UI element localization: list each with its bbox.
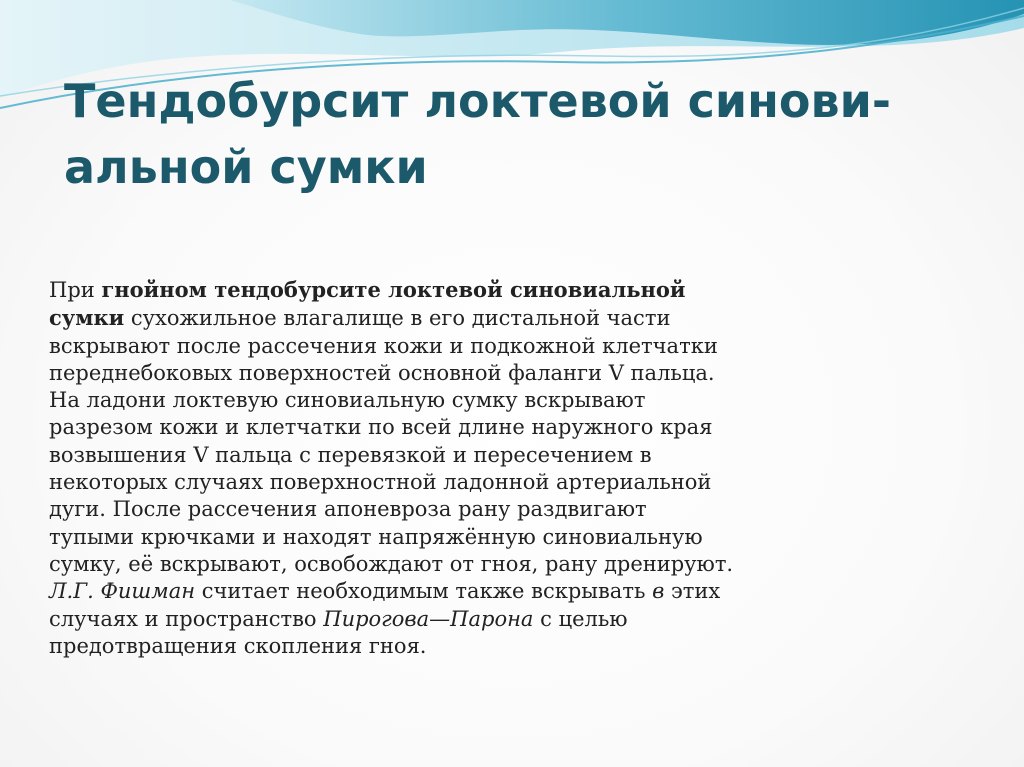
body-text-run: случаях и пространство [49, 606, 324, 631]
body-text-run: этих [664, 579, 721, 604]
body-text-run: При [49, 278, 102, 302]
body-line-1 [49, 276, 849, 304]
body-text-run: с целью [533, 606, 628, 631]
body-paragraph [49, 276, 849, 660]
body-line-2 [49, 304, 849, 332]
body-line-9: дуги. После рассечения апоневроза рану раздвигают [49, 497, 647, 522]
slide-title [64, 68, 964, 200]
body-line-4: переднебоковых поверхностей основной фаланги V пальца. [49, 360, 715, 385]
body-line-12 [49, 578, 849, 605]
body-line-11: сумку, её вскрывают, освобождают от гноя, рану дренируют. [49, 551, 734, 576]
body-italic-run: в [652, 579, 665, 604]
body-line-7: возвышения V пальца с перевязкой и пересечением в [49, 442, 652, 467]
body-line-6: разрезом кожи и клетчатки по всей длине наружного края [49, 415, 713, 440]
anatomical-space-name: Пирогова—Парона [323, 606, 534, 631]
body-bold-run: сумки [49, 305, 125, 331]
body-line-14: предотвращения скопления гноя. [49, 633, 427, 658]
title-line-1: Тендобурсит локтевой синови- [64, 74, 891, 128]
author-name: Л.Г. Фишман [49, 579, 196, 604]
body-line-5: На ладони локтевую синовиальную сумку вскрывают [49, 388, 646, 413]
body-text-run: сухожильное влагалище в его дистальной части [124, 306, 671, 331]
body-line-8: некоторых случаях поверхностной ладонной артериальной [49, 470, 712, 495]
title-line-2: альной сумки [64, 140, 428, 194]
body-line-10: тупыми крючками и находят напряжённую синовиальную [49, 524, 703, 549]
body-line-3: вскрывают после рассечения кожи и подкожной клетчатки [49, 333, 718, 358]
body-text-run: считает необходимым также вскрывать [195, 579, 653, 604]
body-line-13 [49, 606, 849, 633]
body-bold-run: гнойном тендобурсите локтевой синовиальной [101, 277, 686, 302]
